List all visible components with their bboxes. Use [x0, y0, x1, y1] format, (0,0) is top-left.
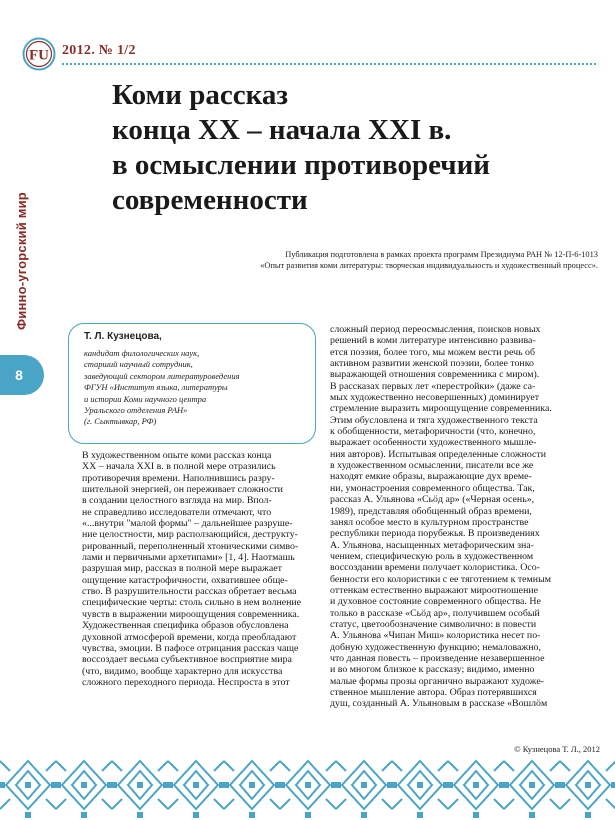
text-line: рассказ А. Ульянова «Сьӧд ар» («Черная осень»,: [330, 494, 535, 506]
text-line: А. Ульянова, насыщенных метафорическим зна-: [330, 539, 534, 551]
text-line: специфические черты: столь сильно в нем волнение: [82, 597, 302, 609]
text-line: в художественном осмыслении, писатели все же: [330, 460, 534, 472]
text-line: республики периода порубежья. В произведениях: [330, 528, 540, 540]
affiliation-line: ФГУН «Институт языка, литературы: [84, 382, 228, 393]
text-line: воссоздает весьма субъективное восприятие мира: [82, 654, 292, 666]
publication-note-line: «Опыт развития коми литературы: творческая индивидуальность и художественный процесс».: [260, 261, 598, 270]
text-line: в создании целостного взгляда на мир. Впол-: [82, 495, 272, 507]
journal-side-title: Финно-угорский мир: [14, 192, 29, 330]
text-line: добную художественную функцию; немаловажно,: [330, 641, 541, 653]
text-line: духовной атмосферой времени, когда преобладают: [82, 631, 297, 643]
text-line: решений в коми литературе интенсивно развива-: [330, 335, 536, 347]
text-line: рированный, переполненный хтоническими симво-: [82, 540, 299, 552]
text-line: В художественном опыте коми рассказ конца: [82, 450, 272, 461]
text-line: (что, видимо, вообще характерно для искусства: [82, 665, 283, 677]
title-line: современности: [112, 184, 308, 216]
body-column-left: [82, 450, 308, 688]
text-line: лами и первичными архетипами» [1, 4]. Наотмашь: [82, 552, 295, 564]
affiliation-line: кандидат филологических наук,: [84, 348, 200, 358]
text-line: малые формы прозы органично выражают художе-: [330, 675, 545, 687]
text-line: ние целостности, мир расползающийся, деструкту-: [82, 529, 298, 541]
affiliation-line: (г. Сыктывкар, РФ): [84, 416, 157, 427]
text-line: сложный период переосмысления, поисков новых: [330, 324, 541, 335]
text-line: Художественная специфика образов обусловлена: [82, 620, 289, 632]
text-line: А. Ульянова «Чипан Миш» колористика несет по-: [330, 630, 541, 642]
text-line: ственное мышление автора. Образ потерявшихся: [330, 687, 537, 698]
text-line: чувства, эмоции. В пафосе отрицания рассказ чаще: [82, 642, 299, 654]
text-line: «...внутри "малой формы" – дальнейшее разруше-: [82, 518, 293, 530]
title-line: конца XX – начала XXI в.: [112, 114, 452, 146]
author-name: Т. Л. Кузнецова,: [84, 331, 162, 342]
affiliation-line: и истории Коми научного центра: [84, 393, 207, 404]
affiliation-line: заведующий сектором литературоведения: [84, 370, 240, 381]
publication-note: [186, 249, 598, 271]
text-line: выражает особенности художественного мышле-: [330, 437, 537, 449]
body-column-right: [330, 324, 598, 710]
text-line: чением, специфическую роль в художественном: [330, 550, 534, 562]
issue-number: 2012. № 1/2: [62, 43, 136, 58]
text-line: ется поэзия, более того, мы можем вести речь об: [330, 346, 536, 358]
text-line: статус, цветообозначение символично: в повести: [330, 618, 537, 630]
text-line: и духовное состояние современного общества. Не: [330, 596, 541, 608]
text-line: ни, умонастроения современного общества. Так,: [330, 482, 535, 494]
text-line: занял особое место в культурном пространстве: [330, 516, 529, 528]
header-rule: [62, 63, 596, 65]
logo-text: FU: [29, 47, 49, 64]
text-line: XX – начала XXI в. в полной мере отразились: [82, 461, 276, 473]
journal-logo-icon: [22, 37, 56, 71]
text-line: Этим обусловлена и тяга художественного текста: [330, 414, 538, 426]
text-line: сложного переходного периода. Неспроста в этот: [82, 676, 290, 688]
ornament-band-icon: [0, 755, 615, 820]
title-line: в осмыслении противоречий: [112, 149, 490, 181]
text-line: что данная повесть – произведение незавершенное: [330, 652, 545, 664]
author-affiliation: [84, 348, 314, 428]
text-line: шительной энергией, он переживает сложности: [82, 484, 283, 496]
text-line: стремление выразить мироощущение современника.: [330, 403, 552, 415]
text-line: оттенкам естественно выражают мироотношение: [330, 584, 539, 596]
copyright-note: © Кузнецова Т. Л., 2012: [514, 744, 600, 754]
article-title: [112, 78, 582, 218]
text-line: только в рассказе «Сьӧд ар», получившем особый: [330, 607, 540, 619]
title-line: Коми рассказ: [112, 79, 289, 111]
text-line: душ, созданный А. Ульяновым в рассказе «Вошлӧм: [330, 698, 548, 710]
text-line: не справедливо исследователи отмечают, что: [82, 506, 272, 518]
text-line: мых художественно несовершенных) доминирует: [330, 392, 540, 404]
page-number: 8: [15, 367, 23, 383]
text-line: воссоздании времени получает колористика. Осо-: [330, 562, 540, 574]
text-line: к обобщенности, метафоричности (что, конечно,: [330, 426, 536, 438]
text-line: ощущение катастрофичности, охватившее обще-: [82, 574, 288, 586]
text-line: противоречия времени. Наполнившись разру-: [82, 472, 275, 484]
text-line: активном развитии женской поэзии, более тонко: [330, 358, 534, 370]
text-line: выражающей отношения современника с миром).: [330, 369, 540, 381]
text-line: ния авторов). Испытывая определенные сложности: [330, 448, 547, 460]
publication-note-line: Публикация подготовлена в рамках проекта программ Президиума РАН № 12-П-6-1013: [285, 250, 598, 259]
text-line: находят емкие образы, выражающие дух време-: [330, 471, 532, 483]
text-line: чувств в выражении мироощущения современника.: [82, 608, 300, 620]
affiliation-line: Уральского отделения РАН»: [84, 405, 188, 416]
text-line: разрушая мир, рассказ в полной мере выражает: [82, 563, 282, 575]
text-line: и во многом близкое к рассказу; видимо, именно: [330, 664, 535, 676]
text-line: ство. В разрушительности рассказ обретает весьма: [82, 586, 297, 598]
text-line: 1989), представляя обобщенный образ времени,: [330, 505, 532, 517]
text-line: В рассказах первых лет «перестройки» (даже са-: [330, 380, 536, 392]
text-line: бенности его колористики с ее тяготением к темным: [330, 573, 551, 585]
affiliation-line: старший научный сотрудник,: [84, 359, 193, 370]
